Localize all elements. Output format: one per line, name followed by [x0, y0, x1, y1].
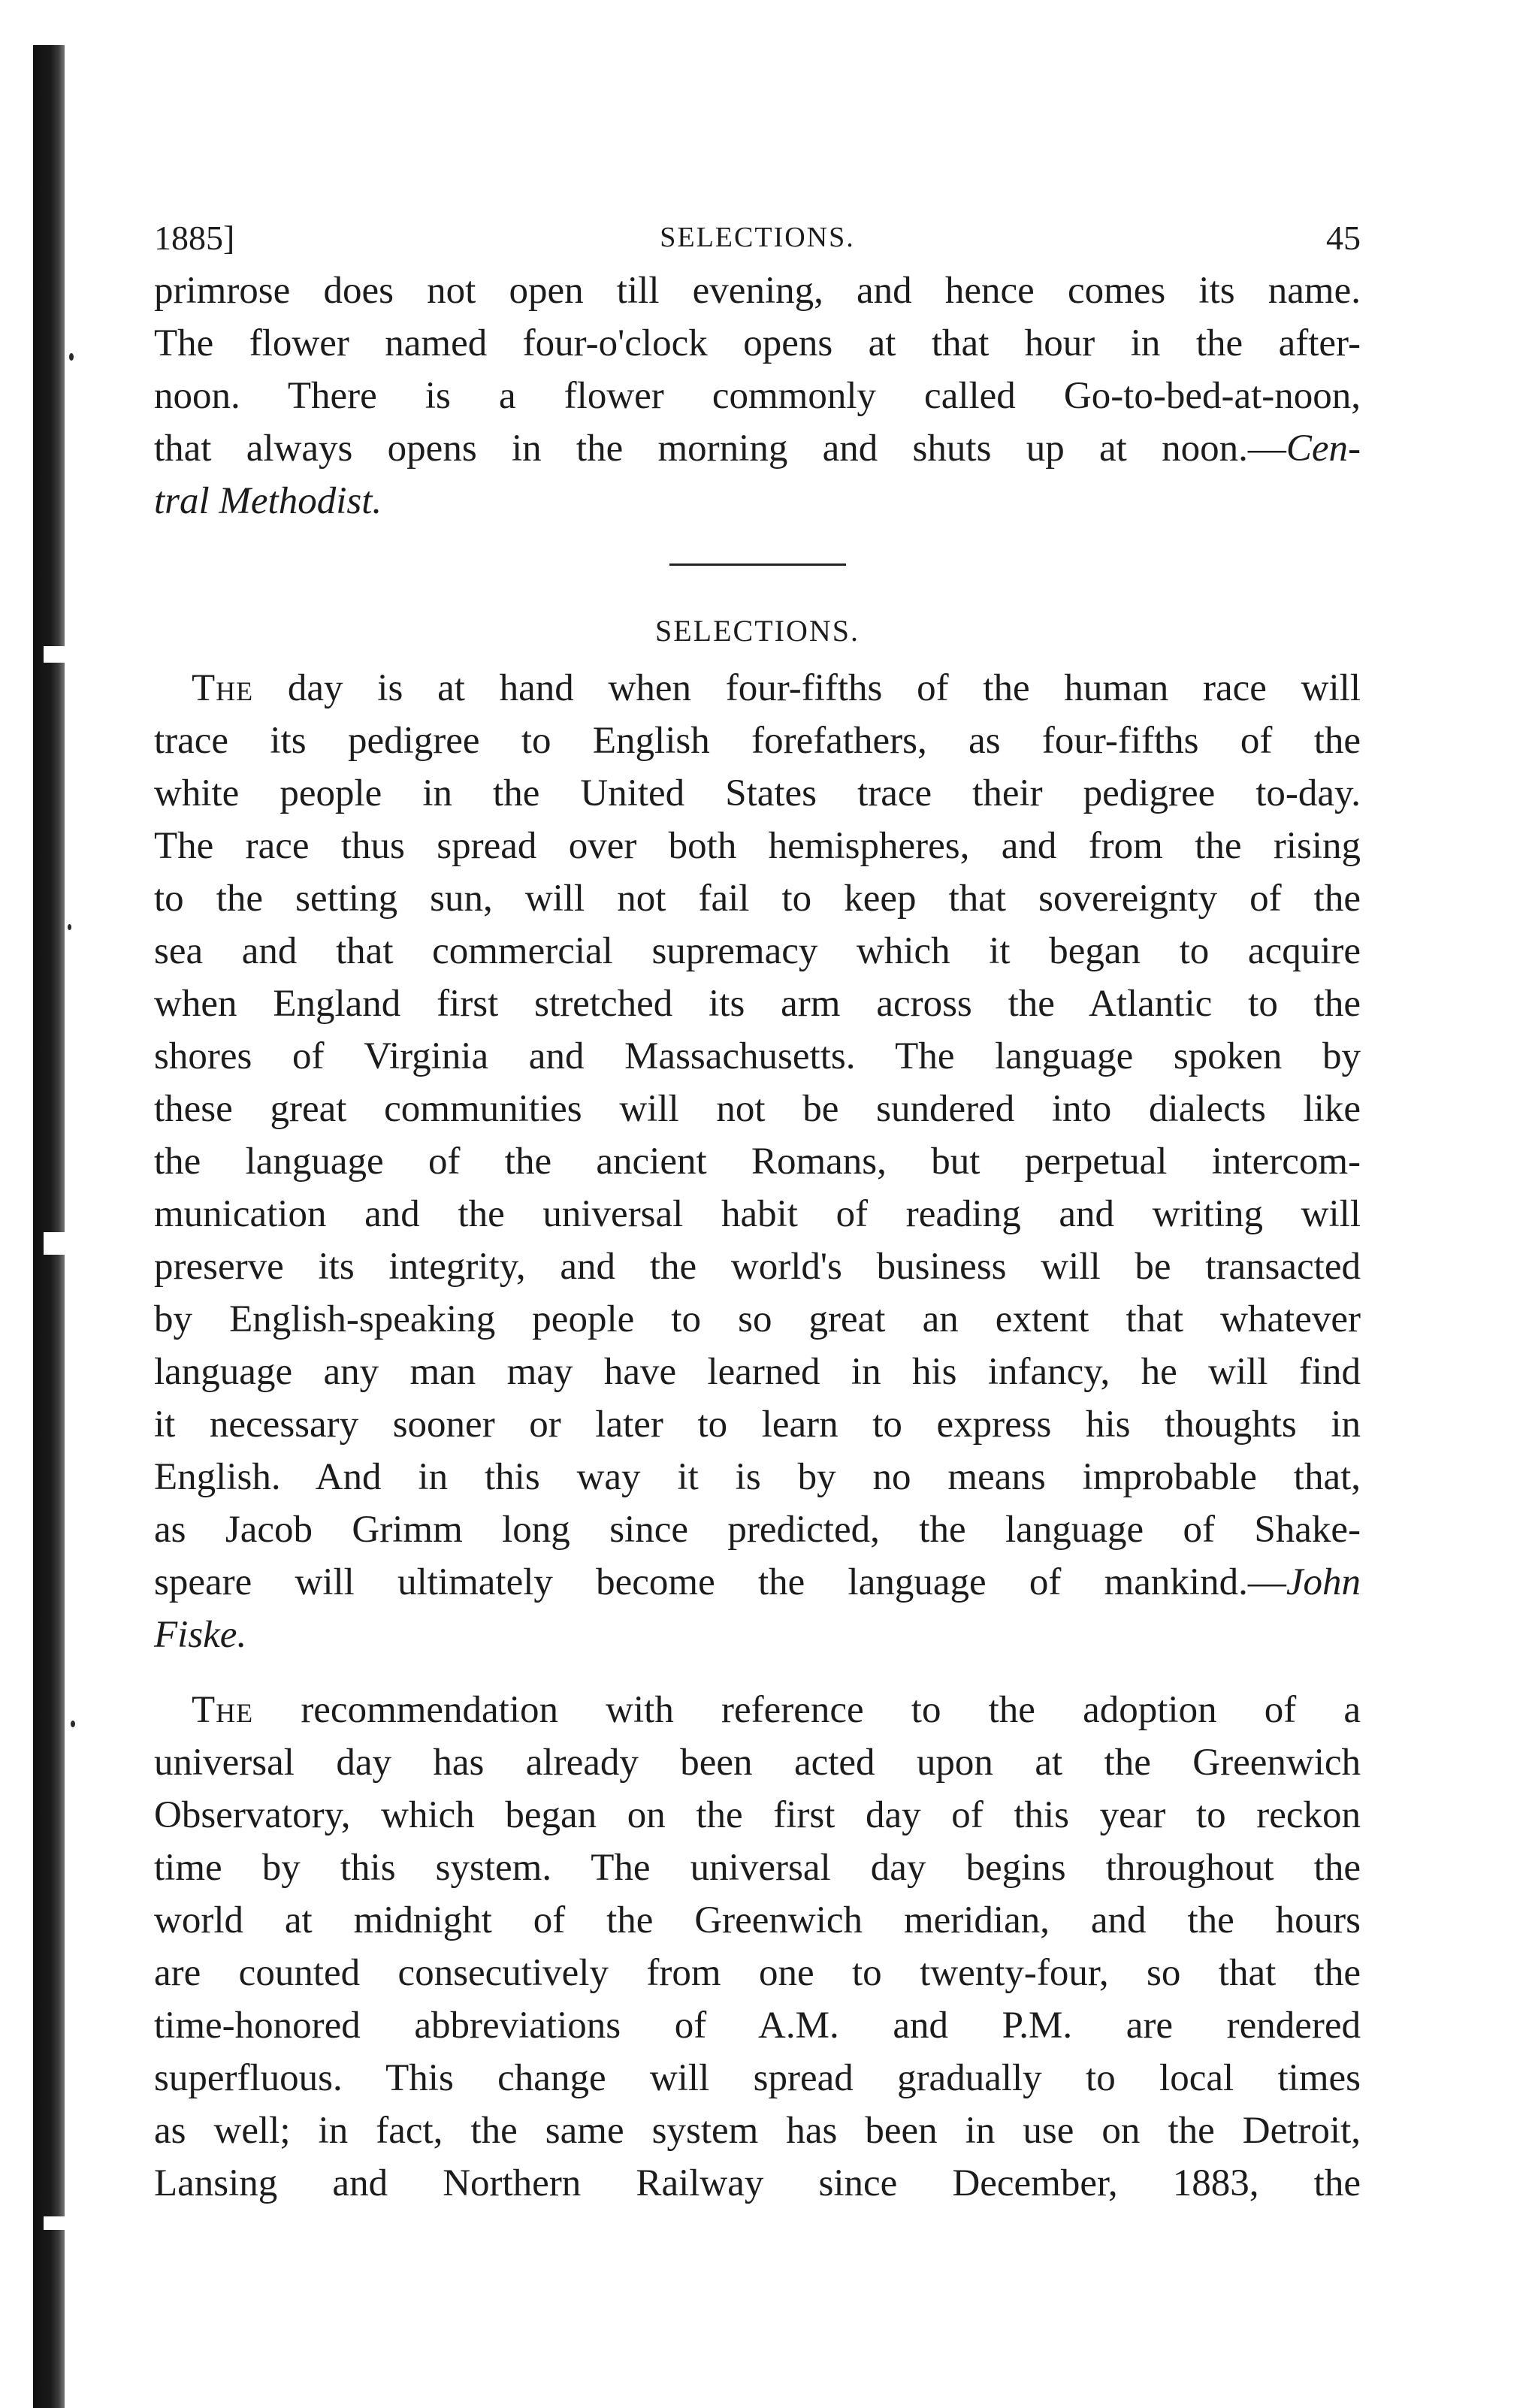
text-line: The race thus spread over both hemispheres, and from the rising [154, 825, 1361, 867]
lead-word: The [192, 1689, 254, 1731]
carryover-paragraph [154, 264, 1361, 527]
text-line: English. And in this way it is by no means improbable that, [154, 1456, 1361, 1498]
text-line: as Jacob Grimm long since predicted, the language of Shake- [154, 1509, 1361, 1551]
text-line: trace its pedigree to English forefathers, as four-fifths of the [154, 720, 1361, 762]
binding-speck [69, 353, 74, 361]
section-heading: SELECTIONS. [655, 614, 860, 648]
text-line: sea and that commercial supremacy which it began to acquire [154, 930, 1361, 972]
text-line: the language of the ancient Romans, but perpetual intercom- [154, 1141, 1361, 1183]
binding-gap [44, 646, 65, 663]
page-number: 45 [1326, 219, 1361, 257]
selection-paragraph-1 [154, 662, 1361, 1661]
running-head-year: 1885] [154, 219, 235, 257]
text-line: when England first stretched its arm across the Atlantic to the [154, 983, 1361, 1025]
text-line: Lansing and Northern Railway since December, 1883, the [154, 2162, 1361, 2204]
text-line: preserve its integrity, and the world's business will be transacted [154, 1246, 1361, 1288]
binding-speck [71, 1721, 75, 1727]
text-line: primrose does not open till evening, and hence comes its name. [154, 270, 1361, 312]
selection-paragraph-2 [154, 1684, 1361, 2210]
attribution: Cen- [1286, 428, 1361, 470]
text-line: noon. There is a flower commonly called Go-to-bed-at-noon, [154, 375, 1361, 417]
text-fragment: speare will ultimately become the language of mankind.— [154, 1561, 1286, 1603]
text-line: language any man may have learned in his infancy, he will find [154, 1351, 1361, 1393]
binding-gap [44, 2216, 65, 2230]
text-line: these great communities will not be sundered into dialects like [154, 1088, 1361, 1130]
text-line: to the setting sun, will not fail to keep that sovereignty of the [154, 878, 1361, 920]
text-line: as well; in fact, the same system has been in use on the Detroit, [154, 2110, 1361, 2152]
text-line [154, 1684, 1361, 1736]
section-divider-rule [669, 563, 846, 566]
text-line: world at midnight of the Greenwich meridian, and the hours [154, 1899, 1361, 1941]
binding-gap [44, 1232, 65, 1255]
text-fragment: recommendation with reference to the adoption of a [253, 1689, 1361, 1731]
text-line: universal day has already been acted upon at the Greenwich [154, 1742, 1361, 1784]
text-fragment: day is at hand when four-fifths of the human race will [253, 667, 1361, 709]
text-line: Observatory, which began on the first day of this year to reckon [154, 1794, 1361, 1836]
running-head [154, 210, 1361, 264]
text-line: by English-speaking people to so great an extent that whatever [154, 1298, 1361, 1340]
attribution: Fiske. [154, 1614, 247, 1656]
text-line: shores of Virginia and Massachusetts. The language spoken by [154, 1035, 1361, 1077]
attribution: John [1286, 1561, 1361, 1603]
book-page [154, 210, 1361, 2210]
text-line: time-honored abbreviations of A.M. and P.M. are rendered [154, 2005, 1361, 2047]
text-line: are counted consecutively from one to twenty-four, so that the [154, 1952, 1361, 1994]
attribution: tral Methodist. [154, 480, 382, 522]
text-line: time by this system. The universal day begins throughout the [154, 1847, 1361, 1889]
book-binding-edge [33, 45, 65, 2408]
text-line: The flower named four-o'clock opens at that hour in the after- [154, 322, 1361, 364]
text-line [154, 422, 1361, 475]
paragraph-gap [154, 1661, 1361, 1684]
text-line: white people in the United States trace their pedigree to-day. [154, 772, 1361, 814]
text-line [154, 662, 1361, 715]
text-fragment: that always opens in the morning and shuts up at noon.— [154, 428, 1286, 470]
running-head-title: SELECTIONS. [660, 222, 855, 253]
text-line: munication and the universal habit of reading and writing will [154, 1193, 1361, 1235]
text-line: it necessary sooner or later to learn to express his thoughts in [154, 1403, 1361, 1446]
text-line: superfluous. This change will spread gradually to local times [154, 2057, 1361, 2099]
binding-speck [68, 924, 71, 930]
lead-word: The [192, 667, 254, 709]
text-line [154, 1556, 1361, 1609]
